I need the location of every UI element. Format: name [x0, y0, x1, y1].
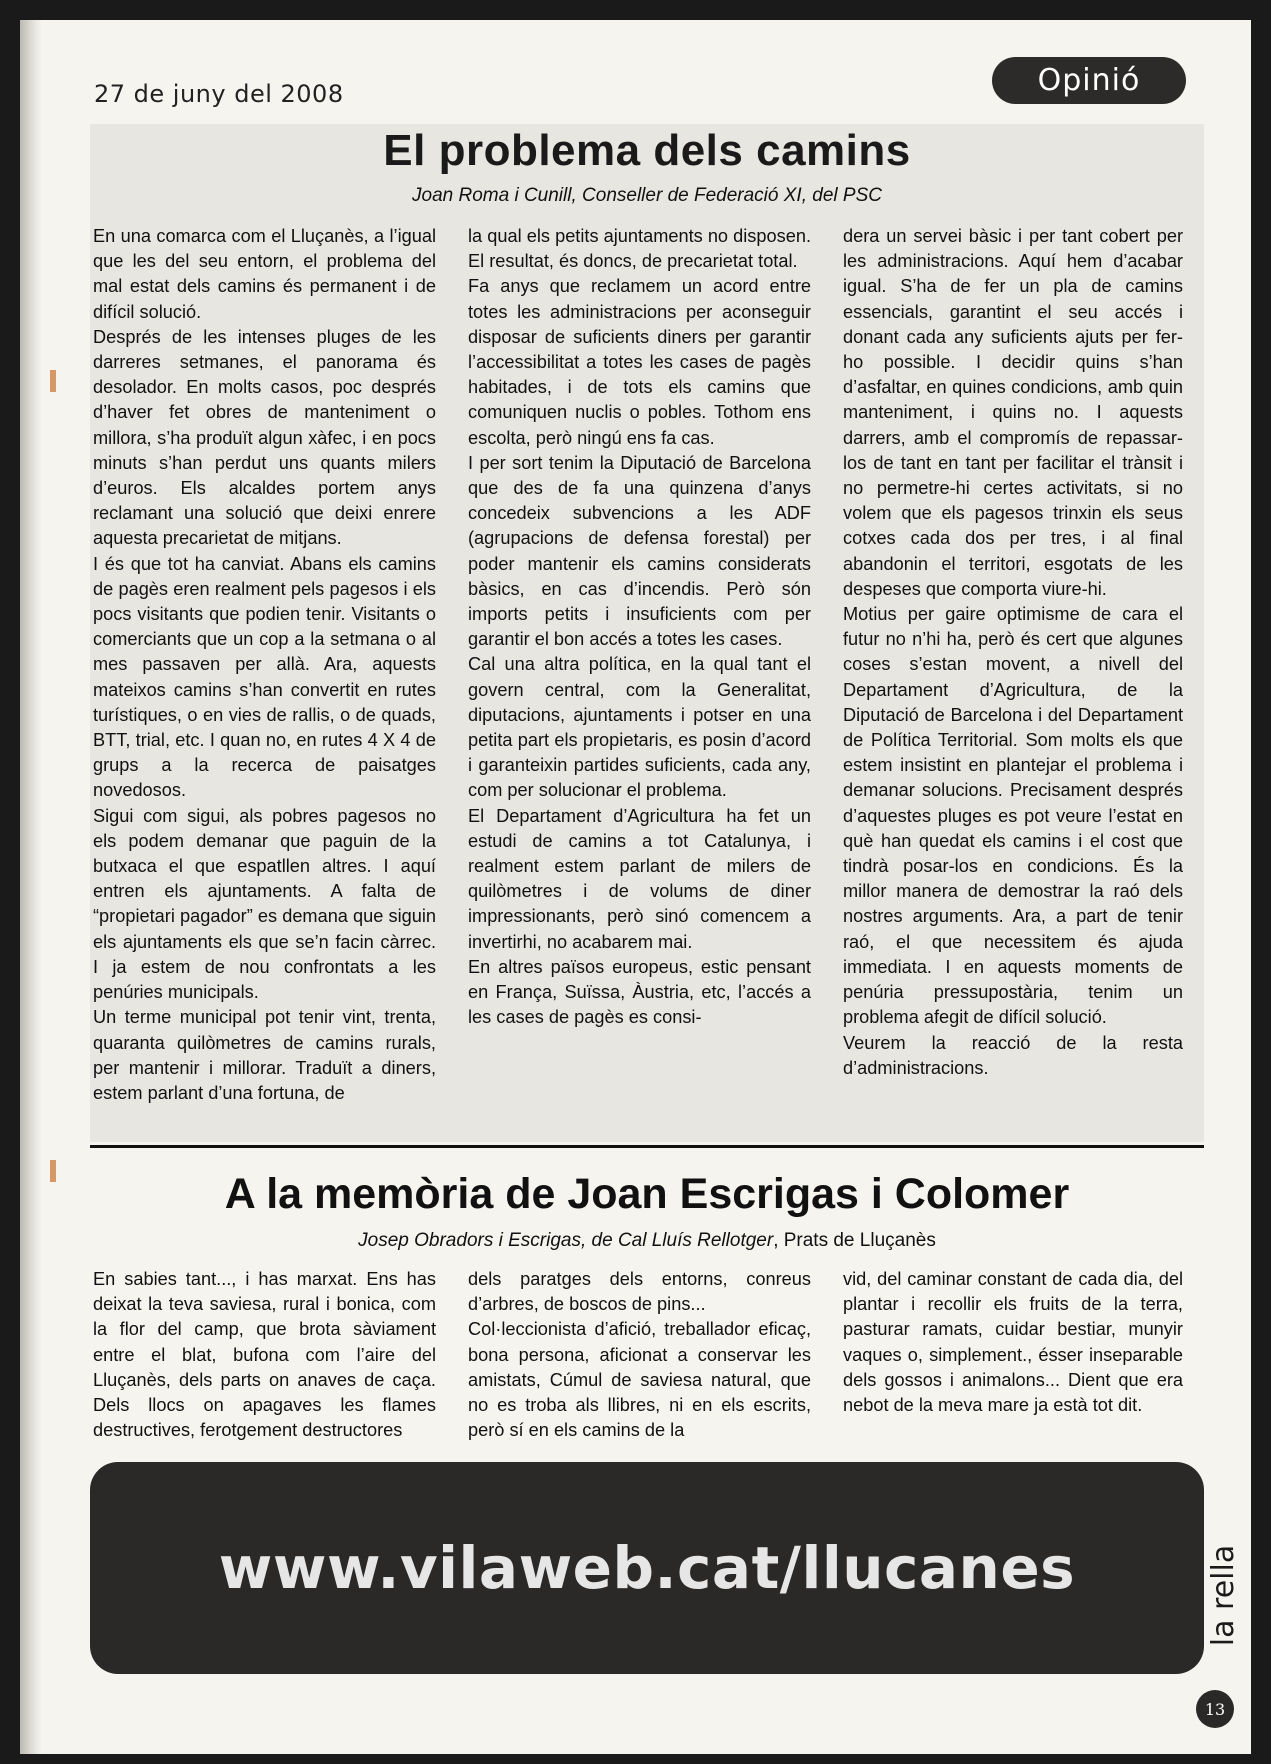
- article-column-1: [93, 224, 436, 1134]
- paragraph: Veurem la reacció de la resta d’administracions.: [843, 1032, 1183, 1078]
- memorial-column-2: [468, 1267, 811, 1447]
- paragraph: Motius per gaire optimisme de cara el futur no n’hi ha, però és cert que algunes coses s’estan movent, a nivell del Departament d’Agricultura, de la Diputació de Barcelona i del Departament de Política Territorial. Som molts els que estem insistint en plantejar el problema i demanar solucions. Precisament després d’aquestes pluges es pot veure l’estat en què han quedat els camins i el cost que tindrà posar-los en condicions. És la millor manera de demostrar la raó dels nostres arguments. Ara, a part de tenir raó, el que necessitem és ajuda immediata. I en aquests moments de penúria pressupostària, tenim un problema afegit de difícil solució.: [843, 604, 1183, 1028]
- section-divider: [90, 1145, 1204, 1148]
- memorial-byline: [90, 1230, 1204, 1252]
- paragraph: Sigui com sigui, als pobres pagesos no els podem demanar que paguin de la butxaca el que espatllen altres. I aquí entren els ajuntaments. A falta de “propietari pagador” es demana que siguin els ajuntaments els que se’n facin càrrec. I ja estem de nou confrontats a les penúries municipals.: [93, 805, 436, 1003]
- memorial-column-3: [843, 1267, 1183, 1447]
- magazine-name-text: la rella: [1206, 1544, 1242, 1646]
- paragraph: En sabies tant..., i has marxat. Ens has deixat la teva saviesa, rural i bonica, com la flor del camp, que brota sàviament entre el blat, bufona com l’aire del Lluçanès, dels parts on anaves de caça. Dels llocs on apagaves les flames destructives, ferotgement destructores: [93, 1269, 436, 1441]
- paragraph: Cal una altra política, en la qual tant el govern central, com la Generalitat, diputacions, ajuntaments i potser en una petita part els propietaris, es posin d’acord i garanteixin partides suficients, cada any, com per solucionar el problema.: [468, 654, 811, 801]
- paragraph: dels paratges dels entorns, conreus d’arbres, de boscos de pins...: [468, 1269, 811, 1315]
- paragraph: dera un servei bàsic i per tant cobert per les administracions. Aquí hem d’acabar igual. S’ha de fer un pla de camins essencials, garantint el seu accés i donant cada any suficients ajuts per fer-ho possible. I decidir quins s’han d’asfaltar, en quines condicions, amb quin manteniment, i quins no. I aquests darrers, amb el compromís de repassar-los de tant en tant per facilitar el trànsit i no permetre-hi certes activitats, si no volem que els pagesos trinxin els seus cotxes cada dos per tres, i al final abandonin el territori, esgotats de les despeses que comporta viure-hi.: [843, 226, 1183, 599]
- byline-place: , Prats de Lluçanès: [773, 1230, 936, 1251]
- article-column-3: [843, 224, 1183, 1134]
- section-tag: Opinió: [992, 57, 1186, 104]
- page-number: 13: [1196, 1690, 1234, 1728]
- website-url: www.vilaweb.cat/llucanes: [218, 1534, 1076, 1602]
- magazine-name: [1204, 1520, 1244, 1670]
- article-title: El problema dels camins: [383, 126, 911, 175]
- paragraph: la qual els petits ajuntaments no disposen. El resultat, és doncs, de precarietat total.: [468, 226, 811, 272]
- paragraph: vid, del caminar constant de cada dia, del plantar i recollir els fruits de la terra, pasturar ramats, cuidar bestiar, munyir vaques o, simplement., ésser inseparable dels gossos i animalons... Dient que era nebot de la meva mare ja està tot dit.: [843, 1269, 1183, 1416]
- byline-author: Josep Obradors i Escrigas, de Cal Lluís Rellotger: [358, 1230, 774, 1251]
- article-body: [93, 224, 1203, 1134]
- paragraph: En una comarca com el Lluçanès, a l’igual que les del seu entorn, el problema del mal estat dels camins és permanent i de difícil solució.: [93, 226, 436, 322]
- article-column-2: [468, 224, 811, 1134]
- paragraph: El Departament d’Agricultura ha fet un estudi de camins a tot Catalunya, i realment estem parlant de milers de quilòmetres i de volums de diner impressionants, però sinó comencem a invertirhi, no acabarem mai.: [468, 805, 811, 952]
- issue-date: 27 de juny del 2008: [94, 80, 344, 108]
- paragraph: I per sort tenim la Diputació de Barcelona que des de fa una quinzena d’anys concedeix subvencions a les ADF (agrupacions de defensa forestal) per poder mantenir els camins considerats bàsics, en cas d’incendis. Però són imports petits i insuficients com per garantir el bon accés a totes les cases.: [468, 452, 811, 650]
- page-gutter: [20, 20, 42, 1754]
- binding-mark: [50, 370, 56, 392]
- memorial-body: [93, 1267, 1203, 1447]
- article-byline: Joan Roma i Cunill, Conseller de Federació XI, del PSC: [412, 185, 882, 206]
- paragraph: Després de les intenses pluges de les darreres setmanes, el panorama és desolador. En molts casos, poc després d’haver fet obres de manteniment o millora, s’ha produït algun xàfec, i en pocs minuts s’han perdut uns quants milers d’euros. Els alcaldes portem anys reclamant una solució que deixi enrere aquesta precarietat de mitjans.: [93, 326, 436, 549]
- binding-mark: [50, 1160, 56, 1182]
- paragraph: Un terme municipal pot tenir vint, trenta, quaranta quilòmetres de camins rurals, per mantenir i millorar. Traduït a diners, estem parlant d’una fortuna, de: [93, 1007, 436, 1103]
- memorial-column-1: [93, 1267, 436, 1447]
- paragraph: Fa anys que reclamem un acord entre totes les administracions per aconseguir disposar de suficients diners per garantir l’accessibilitat a totes les cases de pagès habitades, i de tots els camins que comuniquen nuclis o pobles. Tothom ens escolta, però ningú ens fa cas.: [468, 276, 811, 448]
- memorial-title: A la memòria de Joan Escrigas i Colomer: [224, 1170, 1070, 1218]
- website-banner: [90, 1462, 1204, 1674]
- paragraph: En altres països europeus, estic pensant en França, Suïssa, Àustria, etc, l’accés a les cases de pagès es consi-: [468, 956, 811, 1028]
- paragraph: I és que tot ha canviat. Abans els camins de pagès eren realment pels pagesos i els pocs visitants que podien tenir. Visitants o comerciants que un cop a la setmana o al mes passaven per allà. Ara, aquests mateixos camins s’han convertit en rutes turístiques, o en vies de rallis, o de quads, BTT, trial, etc. I quan no, en rutes 4 X 4 de grups a la recerca de paisatges novedosos.: [93, 553, 436, 801]
- paragraph: Col·leccionista d’afició, treballador eficaç, bona persona, aficionat a conservar les amistats, Cúmul de saviesa natural, que no es troba als llibres, ni en els escrits, però sí en els camins de la: [468, 1319, 811, 1441]
- magazine-page: [20, 20, 1251, 1754]
